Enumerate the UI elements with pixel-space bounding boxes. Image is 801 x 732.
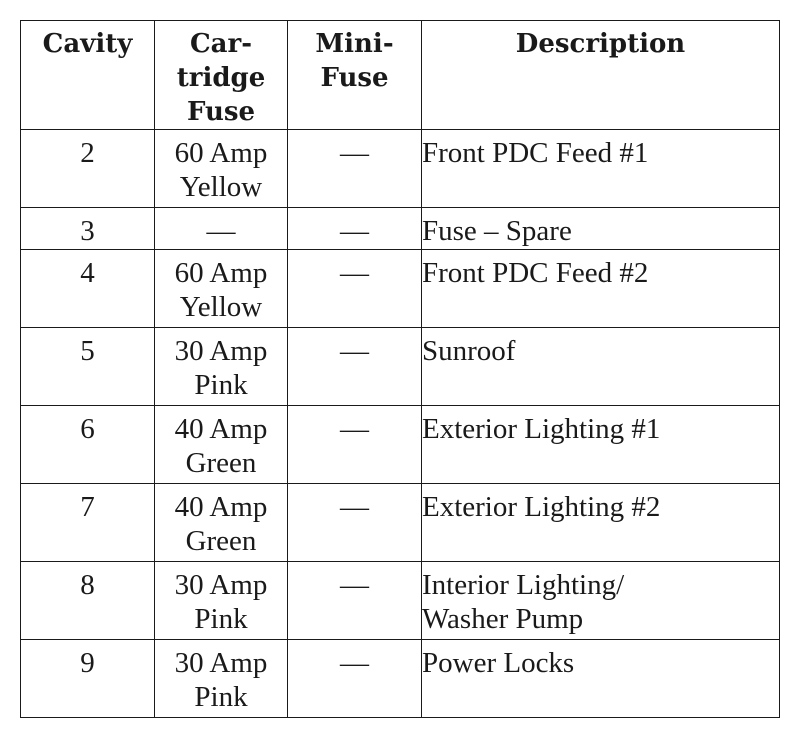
description-line1: Power Locks <box>422 647 575 679</box>
header-cavity <box>21 21 155 130</box>
fuse-table <box>20 20 780 718</box>
description-line1: Front PDC Feed #2 <box>422 257 649 289</box>
cavity-value: 8 <box>80 569 95 601</box>
cartridge-amp: 60 Amp <box>174 137 268 169</box>
table-row <box>21 562 780 640</box>
mini-value: — <box>340 569 369 601</box>
cell-cartridge <box>155 250 288 328</box>
cartridge-amp: 40 Amp <box>174 491 268 523</box>
cell-description <box>422 328 780 406</box>
cavity-value: 6 <box>80 413 95 445</box>
cell-mini <box>288 208 422 250</box>
cell-cartridge <box>155 130 288 208</box>
table-row <box>21 328 780 406</box>
header-cartridge-fuse <box>155 21 288 130</box>
cavity-value: 3 <box>80 215 95 247</box>
table-row <box>21 406 780 484</box>
description-line1: Interior Lighting/ <box>422 569 625 601</box>
table-row <box>21 208 780 250</box>
cell-cavity <box>21 130 155 208</box>
description-line2: Washer Pump <box>422 603 584 635</box>
cartridge-color: Yellow <box>179 171 263 203</box>
header-description-text: Description <box>515 29 686 59</box>
cell-description <box>422 484 780 562</box>
cell-cavity <box>21 640 155 718</box>
mini-value: — <box>340 491 369 523</box>
header-cartridge-line2: tridge <box>176 63 266 93</box>
mini-value: — <box>340 413 369 445</box>
header-mini-fuse <box>288 21 422 130</box>
mini-value: — <box>340 335 369 367</box>
cell-mini <box>288 406 422 484</box>
cartridge-color: Green <box>185 447 257 479</box>
cartridge-color: Pink <box>194 681 248 713</box>
cell-description <box>422 406 780 484</box>
cell-description <box>422 250 780 328</box>
cell-cavity <box>21 484 155 562</box>
header-description <box>422 21 780 130</box>
cell-cavity <box>21 328 155 406</box>
mini-value: — <box>340 215 369 247</box>
description-line1: Fuse – Spare <box>422 215 572 247</box>
cartridge-amp: 60 Amp <box>174 257 268 289</box>
table-row <box>21 130 780 208</box>
table-header <box>21 21 780 130</box>
cell-cartridge <box>155 208 288 250</box>
description-line1: Exterior Lighting #1 <box>422 413 661 445</box>
cell-mini <box>288 130 422 208</box>
cavity-value: 2 <box>80 137 95 169</box>
header-cavity-text: Cavity <box>42 29 133 59</box>
cell-cartridge <box>155 640 288 718</box>
cell-cavity <box>21 208 155 250</box>
cell-description <box>422 562 780 640</box>
cell-description <box>422 130 780 208</box>
mini-value: — <box>340 647 369 679</box>
cell-mini <box>288 484 422 562</box>
cartridge-amp: — <box>206 215 236 247</box>
cartridge-color: Yellow <box>179 291 263 323</box>
cartridge-color: Pink <box>194 369 248 401</box>
description-line1: Front PDC Feed #1 <box>422 137 649 169</box>
cell-cartridge <box>155 484 288 562</box>
cell-cartridge <box>155 406 288 484</box>
cell-cavity <box>21 562 155 640</box>
cartridge-color: Pink <box>194 603 248 635</box>
cartridge-color: Green <box>185 525 257 557</box>
description-line1: Sunroof <box>422 335 516 367</box>
table-body <box>21 130 780 718</box>
cell-cavity <box>21 250 155 328</box>
cavity-value: 9 <box>80 647 95 679</box>
cell-description <box>422 208 780 250</box>
header-row <box>21 21 780 130</box>
header-cartridge-line1: Car- <box>189 29 253 59</box>
cell-cartridge <box>155 328 288 406</box>
cell-mini <box>288 328 422 406</box>
cell-cartridge <box>155 562 288 640</box>
cell-cavity <box>21 406 155 484</box>
cavity-value: 4 <box>80 257 95 289</box>
description-line1: Exterior Lighting #2 <box>422 491 661 523</box>
mini-value: — <box>340 257 369 289</box>
header-cartridge-line3: Fuse <box>186 97 256 127</box>
cartridge-amp: 30 Amp <box>174 647 268 679</box>
table-row <box>21 640 780 718</box>
cell-description <box>422 640 780 718</box>
table-row <box>21 484 780 562</box>
cell-mini <box>288 250 422 328</box>
cartridge-amp: 30 Amp <box>174 569 268 601</box>
cell-mini <box>288 562 422 640</box>
cell-mini <box>288 640 422 718</box>
table-row <box>21 250 780 328</box>
mini-value: — <box>340 137 369 169</box>
header-mini-line2: Fuse <box>320 63 389 93</box>
header-mini-line1: Mini- <box>315 29 394 59</box>
cavity-value: 7 <box>80 491 95 523</box>
cartridge-amp: 30 Amp <box>174 335 268 367</box>
cartridge-amp: 40 Amp <box>174 413 268 445</box>
cavity-value: 5 <box>80 335 95 367</box>
